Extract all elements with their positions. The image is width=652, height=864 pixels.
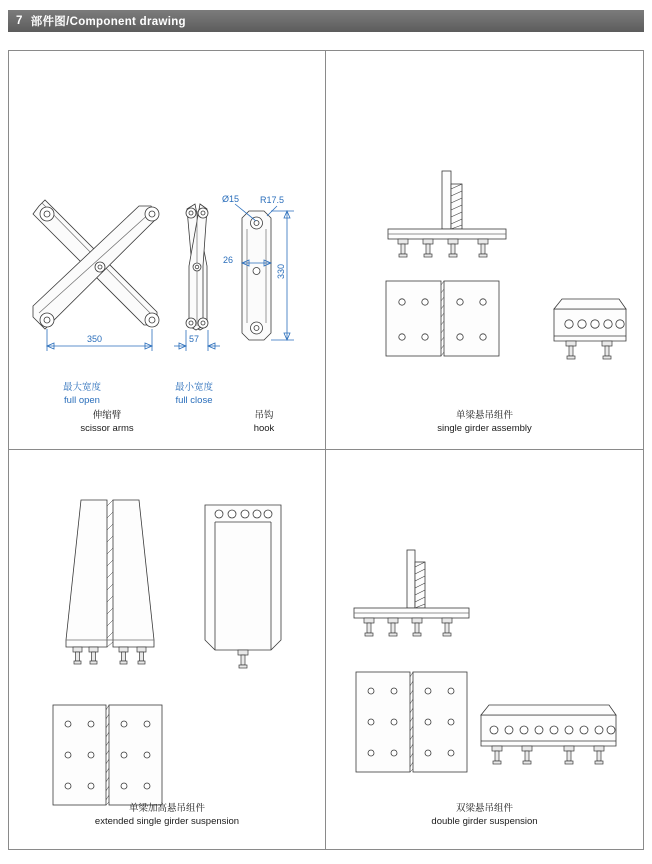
- extended-plates: [53, 705, 162, 805]
- dimension-label-dia15: Ø15: [222, 194, 240, 204]
- double-girder-drawing: [326, 450, 643, 849]
- dimension-57: [174, 330, 220, 351]
- cell-double-girder: [326, 450, 643, 849]
- extended-u-channel: [205, 505, 281, 668]
- extended-side-plates: [66, 500, 154, 664]
- caption-single-girder: [326, 409, 643, 435]
- hook-part: [242, 211, 271, 340]
- section-number: 7: [16, 15, 23, 27]
- label-scissor-arms: [37, 409, 177, 435]
- dimension-350: [47, 329, 152, 351]
- caption-double-girder: [326, 802, 643, 828]
- cell-scissor-hook: [9, 51, 326, 450]
- cell-single-girder: [326, 51, 643, 450]
- caption-double-girder-en: double girder suspension: [431, 816, 538, 827]
- section-header: [8, 10, 644, 32]
- label-scissor-arms-en: scissor arms: [80, 423, 134, 434]
- single-girder-clamp: [554, 299, 626, 359]
- single-girder-plates: [386, 281, 499, 356]
- double-girder-rail: [354, 550, 469, 636]
- caption-extended-single-girder-cn: 单梁加高悬吊组件: [128, 803, 205, 814]
- component-grid: [8, 50, 644, 850]
- dimension-label-350: 350: [87, 334, 103, 344]
- annotation-full-open: [37, 381, 127, 407]
- rail-bolts: [398, 239, 488, 257]
- annotation-full-close-cn: 最小宽度: [174, 382, 213, 393]
- single-girder-rail: [388, 171, 506, 257]
- extended-single-girder-drawing: [9, 450, 326, 849]
- label-hook-cn: 吊钩: [254, 410, 274, 421]
- annotation-full-close: [149, 381, 239, 407]
- double-girder-clamp: [481, 705, 616, 764]
- label-hook-en: hook: [253, 423, 275, 434]
- label-scissor-arms-cn: 伸缩臂: [92, 410, 122, 421]
- caption-single-girder-cn: 单梁悬吊组件: [455, 410, 513, 421]
- dimension-label-57: 57: [189, 334, 200, 344]
- annotation-full-close-en: full close: [175, 395, 213, 406]
- caption-extended-single-girder-en: extended single girder suspension: [94, 816, 240, 827]
- cell-extended-single-girder: [9, 450, 326, 849]
- single-girder-drawing: [326, 51, 643, 450]
- caption-single-girder-en: single girder assembly: [437, 423, 532, 434]
- scissor-arms-closed: [186, 204, 208, 330]
- caption-double-girder-cn: 双梁悬吊组件: [455, 803, 513, 814]
- page-title: 部件图/Component drawing: [30, 16, 186, 28]
- annotation-full-open-en: full open: [64, 395, 100, 406]
- dimension-label-330: 330: [276, 263, 286, 279]
- caption-extended-single-girder: [9, 802, 325, 828]
- double-girder-plates: [356, 672, 467, 772]
- dimension-label-26: 26: [223, 255, 234, 265]
- annotation-full-open-cn: 最大宽度: [62, 382, 101, 393]
- dimension-label-r175: R17.5: [260, 195, 285, 205]
- label-hook: [214, 409, 314, 435]
- scissor-arms-open: [33, 200, 159, 329]
